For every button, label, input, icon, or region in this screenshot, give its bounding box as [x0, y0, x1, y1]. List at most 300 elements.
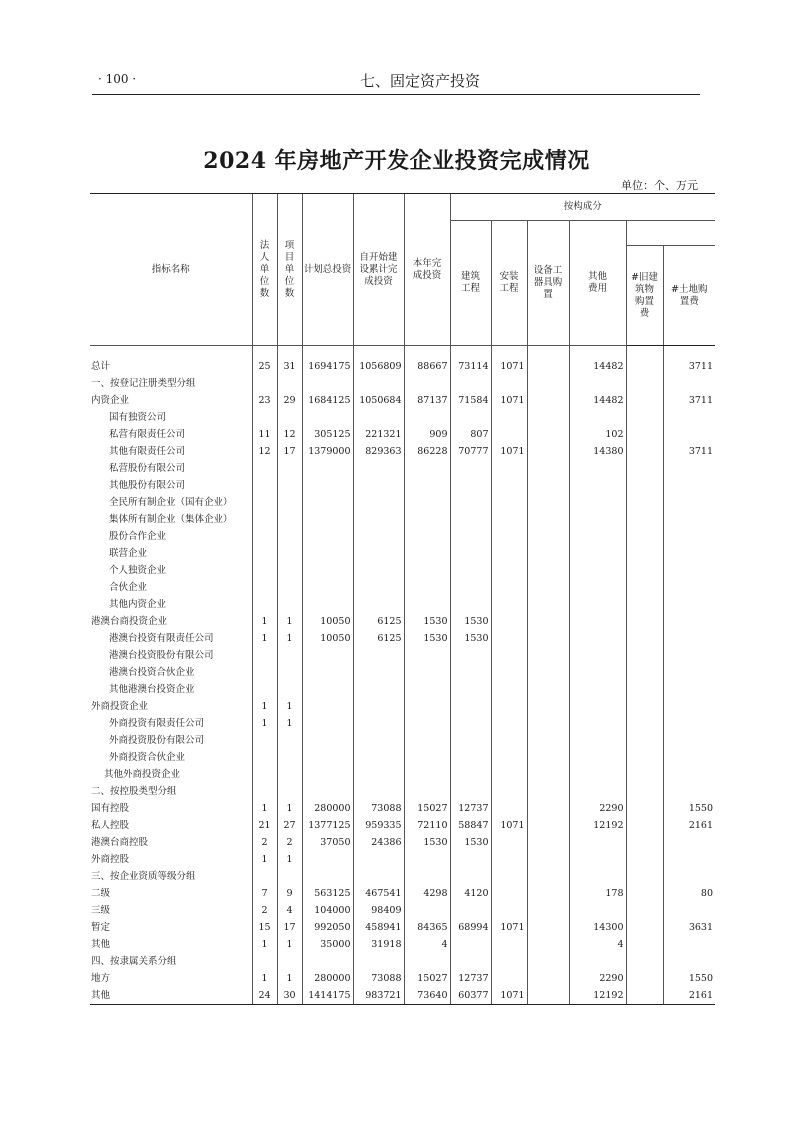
cell — [569, 613, 626, 630]
cell: 15027 — [404, 800, 450, 817]
cell — [527, 817, 569, 834]
cell: 1 — [252, 800, 277, 817]
cell — [277, 528, 302, 545]
cell — [527, 409, 569, 426]
cell — [450, 936, 491, 953]
cell — [450, 409, 491, 426]
cell — [404, 953, 450, 970]
cell: 14482 — [569, 358, 626, 375]
cell — [527, 987, 569, 1005]
cell — [626, 477, 663, 494]
row-label: 外商投资合伙企业 — [109, 752, 186, 763]
col-header-blank — [626, 221, 715, 246]
cell — [491, 494, 527, 511]
cell — [252, 664, 277, 681]
cell — [663, 647, 715, 664]
table-row — [90, 409, 715, 426]
cell — [353, 664, 404, 681]
row-label: 二、按控股类型分组 — [91, 786, 177, 797]
row-label: 国有控股 — [91, 803, 130, 814]
table-row — [90, 902, 715, 919]
cell — [663, 579, 715, 596]
cell — [527, 953, 569, 970]
cell — [663, 732, 715, 749]
cell — [569, 902, 626, 919]
cell — [404, 766, 450, 783]
cell — [450, 783, 491, 800]
cell — [663, 511, 715, 528]
table-row — [90, 528, 715, 545]
cell — [491, 647, 527, 664]
cell: 909 — [404, 426, 450, 443]
cell — [527, 596, 569, 613]
table-row — [90, 834, 715, 851]
table-row — [90, 613, 715, 630]
cell — [491, 783, 527, 800]
cell: 4 — [569, 936, 626, 953]
cell — [663, 375, 715, 392]
cell — [569, 851, 626, 868]
cell: 70777 — [450, 443, 491, 460]
cell — [450, 596, 491, 613]
cell — [626, 664, 663, 681]
cell — [404, 375, 450, 392]
cell — [302, 545, 353, 562]
row-label: 集体所有制企业（集体企业） — [109, 514, 233, 525]
cell: 280000 — [302, 970, 353, 987]
row-label: 港澳台投资合伙企业 — [109, 667, 195, 678]
cell — [404, 596, 450, 613]
cell — [491, 477, 527, 494]
row-label: 三级 — [91, 905, 111, 916]
cell — [491, 596, 527, 613]
row-label: 四、按隶属关系分组 — [91, 956, 177, 967]
table-row — [90, 987, 715, 1005]
cell — [491, 698, 527, 715]
cell — [527, 783, 569, 800]
cell: 1056809 — [353, 358, 404, 375]
cell: 12 — [252, 443, 277, 460]
cell: 1 — [252, 715, 277, 732]
cell: 4120 — [450, 885, 491, 902]
spacer-row — [90, 346, 715, 359]
cell — [450, 749, 491, 766]
cell — [450, 562, 491, 579]
cell: 1 — [277, 698, 302, 715]
cell — [663, 953, 715, 970]
table-row — [90, 800, 715, 817]
cell — [353, 494, 404, 511]
cell: 1550 — [663, 800, 715, 817]
cell — [491, 375, 527, 392]
col-header-land: #土地购置费 — [663, 246, 715, 346]
cell — [527, 970, 569, 987]
row-label: 总计 — [91, 361, 111, 372]
cell — [663, 528, 715, 545]
cell — [626, 851, 663, 868]
table-row — [90, 698, 715, 715]
col-header-composition: 按构成分 — [450, 194, 715, 221]
cell — [491, 851, 527, 868]
cell — [252, 749, 277, 766]
cell — [404, 579, 450, 596]
row-label: 港澳台投资有限责任公司 — [109, 633, 214, 644]
cell — [302, 596, 353, 613]
cell: 98409 — [353, 902, 404, 919]
cell — [527, 698, 569, 715]
cell — [626, 596, 663, 613]
cell: 72110 — [404, 817, 450, 834]
cell: 73088 — [353, 800, 404, 817]
cell — [353, 953, 404, 970]
cell — [302, 698, 353, 715]
cell — [569, 596, 626, 613]
cell — [491, 528, 527, 545]
cell: 305125 — [302, 426, 353, 443]
cell — [626, 936, 663, 953]
cell — [626, 630, 663, 647]
cell — [491, 902, 527, 919]
cell — [527, 766, 569, 783]
cell: 1 — [252, 970, 277, 987]
cell — [527, 732, 569, 749]
table-row — [90, 766, 715, 783]
cell — [302, 528, 353, 545]
cell — [626, 443, 663, 460]
cell: 1694175 — [302, 358, 353, 375]
header-rule — [92, 94, 700, 95]
cell — [626, 834, 663, 851]
cell — [353, 732, 404, 749]
cell — [626, 579, 663, 596]
cell — [626, 970, 663, 987]
table-row — [90, 885, 715, 902]
cell — [353, 647, 404, 664]
cell — [252, 953, 277, 970]
cell — [252, 494, 277, 511]
cell — [353, 681, 404, 698]
row-label: 股份合作企业 — [109, 531, 167, 542]
cell: 1530 — [404, 630, 450, 647]
cell — [569, 562, 626, 579]
cell — [491, 749, 527, 766]
cell — [569, 953, 626, 970]
cell — [353, 477, 404, 494]
cell — [527, 630, 569, 647]
cell: 1 — [252, 936, 277, 953]
cell — [252, 766, 277, 783]
cell — [491, 579, 527, 596]
cell — [663, 902, 715, 919]
cell: 1 — [277, 851, 302, 868]
cell — [353, 698, 404, 715]
cell: 1530 — [404, 834, 450, 851]
cell — [353, 511, 404, 528]
cell — [527, 375, 569, 392]
cell: 1414175 — [302, 987, 353, 1005]
cell — [353, 528, 404, 545]
table-row — [90, 545, 715, 562]
row-label: 港澳台商投资企业 — [91, 616, 168, 627]
cell — [450, 851, 491, 868]
cell: 3711 — [663, 392, 715, 409]
cell — [450, 681, 491, 698]
cell — [353, 545, 404, 562]
cell — [404, 647, 450, 664]
cell — [527, 936, 569, 953]
cell — [527, 664, 569, 681]
cell — [527, 851, 569, 868]
cell — [491, 834, 527, 851]
row-label: 外商控股 — [91, 854, 130, 865]
table-row — [90, 511, 715, 528]
cell — [626, 732, 663, 749]
cell — [277, 511, 302, 528]
cell — [626, 902, 663, 919]
cell — [450, 477, 491, 494]
cell: 17 — [277, 919, 302, 936]
cell: 27 — [277, 817, 302, 834]
cell — [450, 494, 491, 511]
cell: 102 — [569, 426, 626, 443]
cell — [302, 579, 353, 596]
cell — [277, 545, 302, 562]
cell — [302, 460, 353, 477]
cell — [450, 545, 491, 562]
cell: 2 — [277, 834, 302, 851]
cell: 9 — [277, 885, 302, 902]
col-header-planned-total: 计划总投资 — [302, 194, 353, 346]
cell — [527, 834, 569, 851]
cell — [663, 545, 715, 562]
cell: 1 — [277, 936, 302, 953]
cell: 86228 — [404, 443, 450, 460]
cell: 10050 — [302, 630, 353, 647]
cell: 983721 — [353, 987, 404, 1005]
cell — [626, 698, 663, 715]
row-label: 港澳台商控股 — [91, 837, 149, 848]
cell — [450, 902, 491, 919]
cell — [527, 358, 569, 375]
cell — [252, 460, 277, 477]
cell — [353, 868, 404, 885]
cell — [569, 715, 626, 732]
table-row — [90, 970, 715, 987]
cell — [569, 698, 626, 715]
row-label: 全民所有制企业（国有企业） — [109, 497, 233, 508]
cell — [626, 766, 663, 783]
table-row — [90, 579, 715, 596]
cell — [626, 715, 663, 732]
col-header-construction: 建筑工程 — [450, 221, 491, 346]
cell — [252, 477, 277, 494]
cell — [663, 834, 715, 851]
cell: 24 — [252, 987, 277, 1005]
cell — [277, 494, 302, 511]
cell — [663, 409, 715, 426]
cell — [626, 868, 663, 885]
row-label: 外商投资股份有限公司 — [109, 735, 205, 746]
cell — [491, 664, 527, 681]
cell — [450, 528, 491, 545]
cell: 458941 — [353, 919, 404, 936]
cell: 1530 — [450, 834, 491, 851]
cell: 4 — [404, 936, 450, 953]
unit-label: 单位：个、万元 — [621, 179, 698, 192]
cell: 17 — [277, 443, 302, 460]
cell — [491, 885, 527, 902]
cell — [302, 562, 353, 579]
row-label: 一、按登记注册类型分组 — [91, 378, 196, 389]
cell — [663, 596, 715, 613]
cell — [353, 596, 404, 613]
table-row — [90, 443, 715, 460]
cell: 1530 — [450, 630, 491, 647]
cell — [353, 715, 404, 732]
table-row — [90, 494, 715, 511]
cell — [569, 460, 626, 477]
cell: 12192 — [569, 987, 626, 1005]
cell — [302, 766, 353, 783]
table-row — [90, 953, 715, 970]
row-label: 其他港澳台投资企业 — [109, 684, 195, 695]
cell: 11 — [252, 426, 277, 443]
cell — [252, 647, 277, 664]
cell: 25 — [252, 358, 277, 375]
cell — [404, 460, 450, 477]
cell — [277, 681, 302, 698]
cell: 14482 — [569, 392, 626, 409]
cell — [569, 834, 626, 851]
cell: 2290 — [569, 800, 626, 817]
cell: 992050 — [302, 919, 353, 936]
cell — [450, 868, 491, 885]
cell — [569, 409, 626, 426]
cell — [569, 868, 626, 885]
cell — [527, 426, 569, 443]
cell: 23 — [252, 392, 277, 409]
row-label: 私人控股 — [91, 820, 130, 831]
cell — [491, 766, 527, 783]
cell — [491, 511, 527, 528]
cell: 807 — [450, 426, 491, 443]
cell — [491, 545, 527, 562]
col-header-equipment: 设备工器具购置 — [527, 221, 569, 346]
col-header-other-cost: 其他费用 — [569, 221, 626, 346]
cell: 1 — [277, 715, 302, 732]
cell — [252, 783, 277, 800]
cell — [491, 715, 527, 732]
cell — [450, 579, 491, 596]
cell: 6125 — [353, 630, 404, 647]
cell — [277, 783, 302, 800]
cell: 1684125 — [302, 392, 353, 409]
table-row — [90, 732, 715, 749]
cell — [302, 783, 353, 800]
cell — [277, 647, 302, 664]
cell: 24386 — [353, 834, 404, 851]
cell — [626, 817, 663, 834]
col-header-legal-units: 法人单位数 — [252, 194, 277, 346]
cell — [626, 647, 663, 664]
cell — [663, 681, 715, 698]
cell — [626, 885, 663, 902]
cell — [569, 766, 626, 783]
cell: 71584 — [450, 392, 491, 409]
cell — [626, 681, 663, 698]
row-label: 合伙企业 — [109, 582, 148, 593]
cell — [569, 494, 626, 511]
cell — [626, 494, 663, 511]
cell — [491, 409, 527, 426]
row-label: 其他有限责任公司 — [109, 446, 186, 457]
cell — [491, 681, 527, 698]
cell — [527, 562, 569, 579]
cell — [626, 528, 663, 545]
cell — [404, 749, 450, 766]
cell — [450, 698, 491, 715]
col-header-old-building: #旧建筑物购置费 — [626, 246, 663, 346]
cell — [252, 596, 277, 613]
cell — [302, 732, 353, 749]
cell — [404, 494, 450, 511]
cell — [353, 460, 404, 477]
cell: 29 — [277, 392, 302, 409]
cell: 1050684 — [353, 392, 404, 409]
cell: 73114 — [450, 358, 491, 375]
cell: 14380 — [569, 443, 626, 460]
cell — [277, 375, 302, 392]
cell — [491, 868, 527, 885]
cell — [663, 749, 715, 766]
table-row — [90, 630, 715, 647]
cell — [252, 375, 277, 392]
cell — [663, 868, 715, 885]
cell — [569, 511, 626, 528]
cell — [404, 409, 450, 426]
cell: 2 — [252, 902, 277, 919]
cell: 1 — [277, 970, 302, 987]
row-label: 二级 — [91, 888, 111, 899]
table-row — [90, 647, 715, 664]
cell: 2161 — [663, 987, 715, 1005]
cell: 959335 — [353, 817, 404, 834]
cell — [302, 494, 353, 511]
cell — [527, 647, 569, 664]
page-number: · 100 · — [98, 72, 137, 86]
cell — [527, 477, 569, 494]
cell — [663, 460, 715, 477]
cell — [527, 392, 569, 409]
cell: 178 — [569, 885, 626, 902]
cell: 21 — [252, 817, 277, 834]
cell: 73640 — [404, 987, 450, 1005]
cell — [404, 851, 450, 868]
cell — [450, 732, 491, 749]
cell — [663, 664, 715, 681]
cell — [569, 630, 626, 647]
cell — [527, 460, 569, 477]
cell: 1071 — [491, 392, 527, 409]
cell — [626, 987, 663, 1005]
cell: 467541 — [353, 885, 404, 902]
table-row — [90, 375, 715, 392]
cell: 2161 — [663, 817, 715, 834]
cell: 37050 — [302, 834, 353, 851]
cell — [491, 460, 527, 477]
cell: 6125 — [353, 613, 404, 630]
table-row — [90, 681, 715, 698]
